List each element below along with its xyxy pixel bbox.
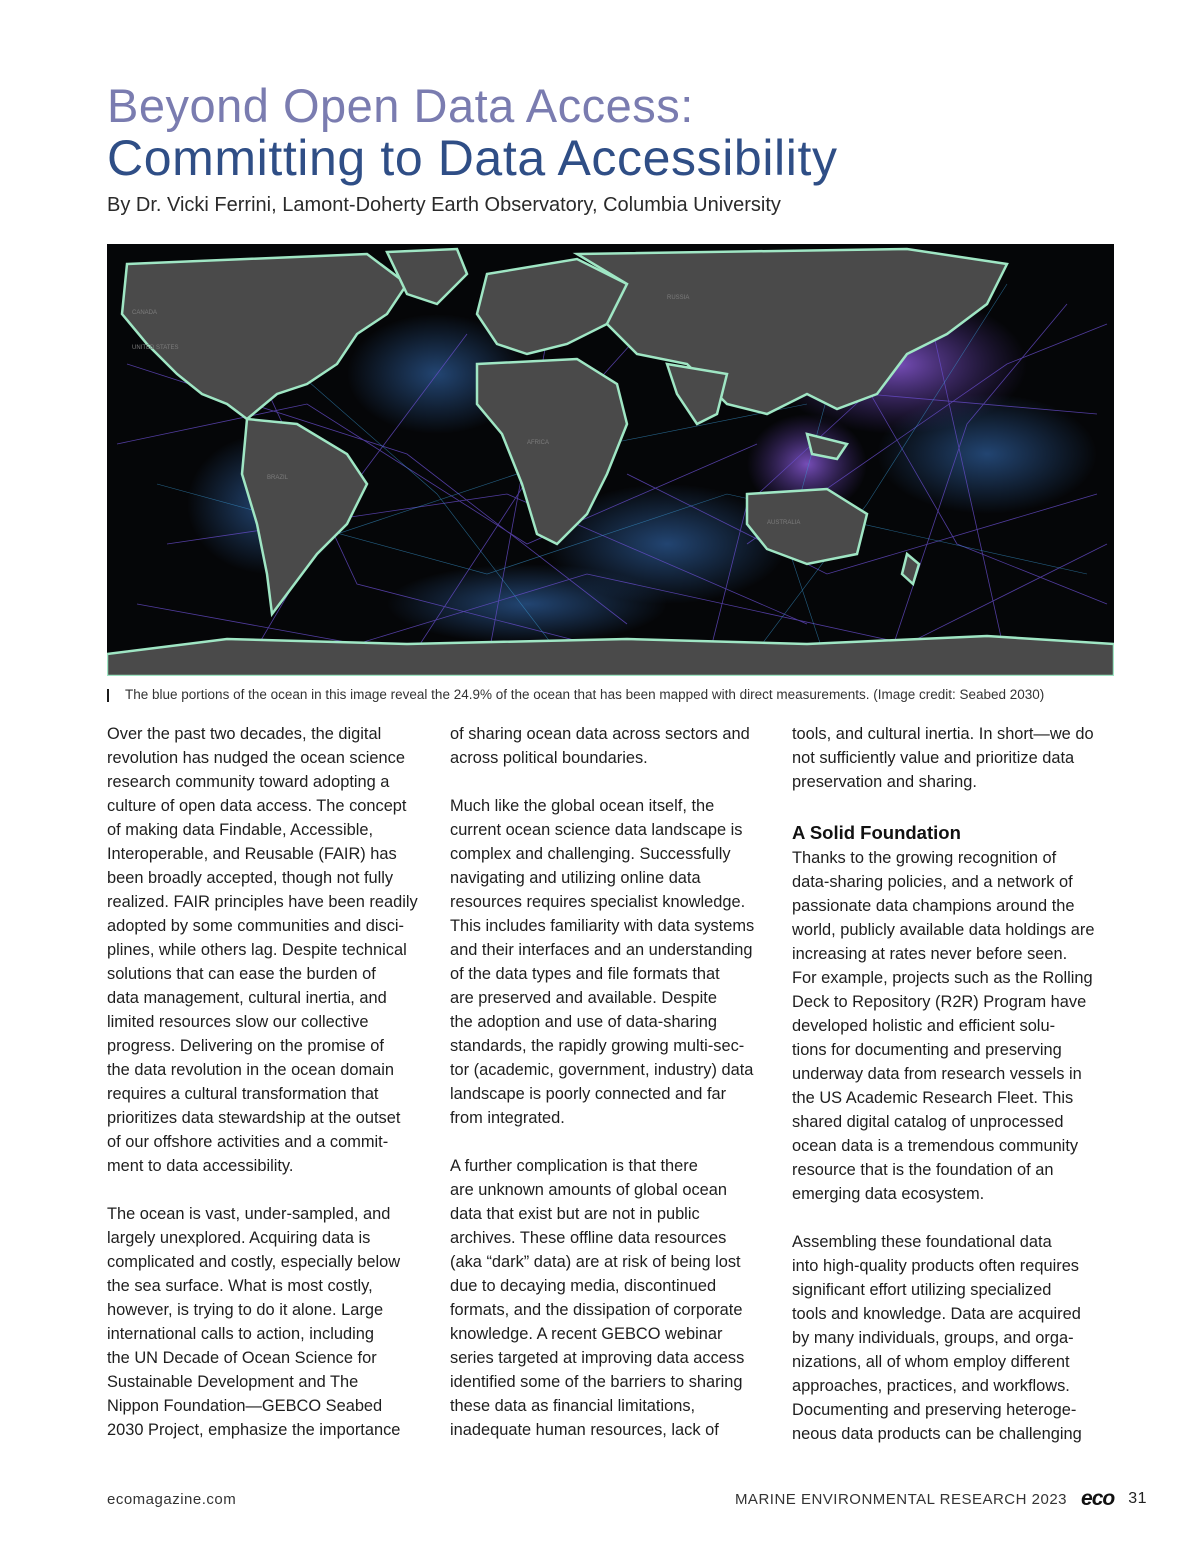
article-column-2: [450, 722, 775, 1442]
svg-text:RUSSIA: RUSSIA: [667, 295, 690, 301]
antarctica: [107, 636, 1114, 676]
caption-text: The blue portions of the ocean in this image reveal the 24.9% of the ocean that has been mapped with direct measurements. (Image credit: Seabed 2030): [125, 687, 1045, 702]
seabed-coverage-map: [107, 244, 1114, 676]
paragraph: of sharing ocean data across sectors and across political boundaries.: [450, 725, 750, 767]
paragraph: Over the past two decades, the digital revolution has nudged the ocean science research community toward adopting a culture of open data access. The concept of making data Findable, Accessible, Interoperable, and Reusable (FAIR) has been broadly accepted, though not fully realized. FAIR principles have been readily adopted by some communities and disci- plines, while others lag. Despite technical solutions that can ease the burden of data management, cultural inertia, and limited resources slow our collective progress. Delivering on the promise of the data revolution in the ocean domain requires a cultural transformation that prioritizes data stewardship at the outset of our offshore activities and a commit- ment to data accessibility.: [107, 725, 418, 1175]
svg-text:CANADA: CANADA: [132, 310, 158, 316]
page-footer: [107, 1487, 1147, 1511]
paragraph: The ocean is vast, under-sampled, and largely unexplored. Acquiring data is complicated and costly, especially below the sea surface. What is most costly, however, is trying to do it alone. Large international calls to action, including the UN Decade of Ocean Science for Sustainable Development and The Nippon Foundation—GEBCO Seabed 2030 Project, emphasize the importance: [107, 1205, 401, 1439]
svg-text:AFRICA: AFRICA: [527, 440, 550, 446]
paragraph: Assembling these foundational data into high-quality products often requires significant effort utilizing specialized tools and knowledge. Data are acquired by many individuals, groups, and orga- nizations, all of whom employ different approaches, practices, and workflows. Documenting and preserving heteroge- neous data products can be challenging: [792, 1233, 1082, 1443]
figure-caption: [107, 686, 1117, 704]
paragraph: Much like the global ocean itself, the current ocean science data landscape is complex and challenging. Successfully navigating and utilizing online data resources requires specialist knowledge. This includes familiarity with data systems and their interfaces and an understanding of the data types and file formats that are preserved and available. Despite the adoption and use of data-sharing standards, the rapidly growing multi-sec- tor (academic, government, industry) data landscape is poorly connected and far from integrated.: [450, 797, 755, 1127]
footer-right: [735, 1487, 1147, 1511]
footer-website: ecomagazine.com: [107, 1490, 237, 1508]
article-column-1: [107, 722, 432, 1442]
caption-marker: [107, 689, 109, 702]
article-title-line-1: Beyond Open Data Access:: [107, 79, 694, 132]
article-column-3: [792, 722, 1117, 1446]
article-byline: By Dr. Vicki Ferrini, Lamont-Doherty Earth Observatory, Columbia University: [107, 194, 781, 216]
section-heading: A Solid Foundation: [792, 822, 961, 843]
paragraph: tools, and cultural inertia. In short—we do not sufficiently value and prioritize data preservation and sharing.: [792, 725, 1094, 791]
svg-text:AUSTRALIA: AUSTRALIA: [767, 520, 801, 526]
footer-issue: MARINE ENVIRONMENTAL RESEARCH 2023: [734, 1490, 1068, 1508]
paragraph: Thanks to the growing recognition of data-sharing policies, and a network of passionate data champions around the world, publicly available data holdings are increasing at rates never before seen. For example, projects such as the Rolling Deck to Repository (R2R) Program have developed holistic and efficient solu- tions for documenting and preserving underway data from research vessels in the US Academic Research Fleet. This shared digital catalog of unprocessed ocean data is a tremendous community resource that is the foundation of an emerging data ecosystem.: [792, 849, 1095, 1203]
svg-text:BRAZIL: BRAZIL: [267, 475, 289, 481]
svg-text:UNITED STATES: UNITED STATES: [132, 345, 179, 351]
article-title-line-2: Committing to Data Accessibility: [107, 130, 838, 186]
world-map-graphic: [107, 244, 1114, 676]
paragraph: A further complication is that there are unknown amounts of global ocean data that exist but are not in public archives. These offline data resources (aka “dark” data) are at risk of being lost due to decaying media, discontinued formats, and the dissipation of corporate knowledge. A recent GEBCO webinar series targeted at improving data access identified some of the barriers to sharing these data as financial limitations, inadequate human resources, lack of: [450, 1157, 745, 1439]
page-number: 31: [1128, 1490, 1147, 1507]
eco-logo: eco: [1081, 1487, 1115, 1510]
